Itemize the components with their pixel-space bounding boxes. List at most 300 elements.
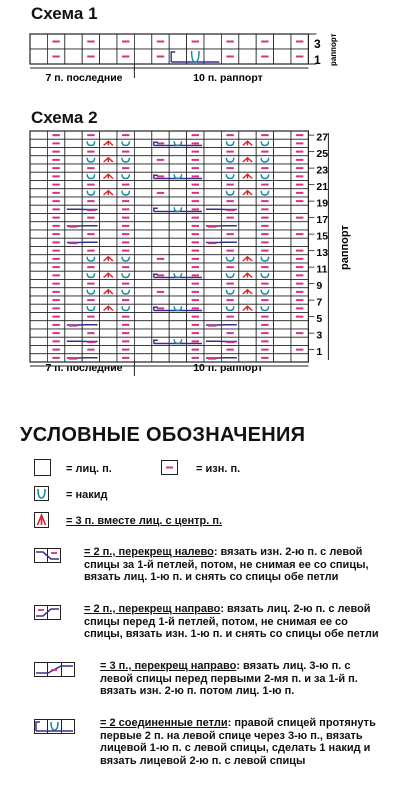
grid-cell	[30, 131, 47, 139]
grid-cell	[256, 139, 273, 147]
grid-cell	[256, 271, 273, 279]
decrease-3-name: = 3 п. вместе лиц. с центр. п.	[66, 515, 223, 527]
grid-cell	[30, 255, 47, 263]
grid-cell	[204, 296, 221, 304]
grid-cell	[239, 164, 256, 172]
grid-cell	[204, 34, 221, 49]
grid-cell	[134, 164, 151, 172]
grid-cell	[152, 230, 169, 238]
decrease-3-label	[66, 515, 222, 528]
grid-cell	[134, 337, 151, 345]
grid-cell	[100, 34, 117, 49]
grid-cell	[30, 148, 47, 156]
grid-cell	[100, 313, 117, 321]
grid-cell	[274, 288, 291, 296]
row-number-label: 11	[316, 263, 328, 276]
grid-cell	[204, 164, 221, 172]
grid-cell	[239, 181, 256, 189]
grid-cell	[100, 181, 117, 189]
grid-cell	[100, 197, 117, 205]
grid-cell	[152, 346, 169, 354]
grid-cell	[30, 181, 47, 189]
grid-cell	[30, 280, 47, 288]
row-number-label: 9	[316, 279, 323, 292]
grid-cell	[100, 354, 117, 362]
grid-cell	[169, 321, 186, 329]
grid-cell	[100, 148, 117, 156]
yarn-over-label: = накид	[66, 489, 108, 501]
grid-cell	[152, 313, 169, 321]
grid-cell	[82, 172, 99, 180]
grid-cell	[65, 139, 82, 147]
s1-footer-last: 7 п. последние	[45, 72, 123, 84]
grid-cell	[30, 156, 47, 164]
grid-cell	[30, 164, 47, 172]
grid-cell	[239, 238, 256, 246]
grid-cell	[152, 354, 169, 362]
grid-cell	[65, 34, 82, 49]
grid-cell	[204, 304, 221, 312]
grid-cell	[274, 156, 291, 164]
grid-cell	[65, 230, 82, 238]
grid-cell	[239, 247, 256, 255]
grid-cell	[134, 329, 151, 337]
grid-cell	[30, 139, 47, 147]
grid-cell	[65, 296, 82, 304]
grid-cell	[65, 255, 82, 263]
grid-cell	[239, 296, 256, 304]
grid-cell	[100, 247, 117, 255]
grid-cell	[134, 263, 151, 271]
grid-cell	[169, 189, 186, 197]
grid-cell	[239, 263, 256, 271]
legend-heading: УСЛОВНЫЕ ОБОЗНАЧЕНИЯ	[20, 424, 306, 446]
grid-cell	[274, 181, 291, 189]
grid-cell	[169, 131, 186, 139]
grid-cell	[239, 329, 256, 337]
s1-footer-rapport: 10 п. раппорт	[193, 72, 263, 84]
cross-right-text	[84, 603, 384, 641]
grid-cell	[274, 214, 291, 222]
grid-cell	[117, 172, 134, 180]
grid-cell	[204, 346, 221, 354]
grid-cell	[169, 313, 186, 321]
grid-cell	[221, 304, 238, 312]
grid-cell	[274, 280, 291, 288]
grid-cell	[134, 156, 151, 164]
grid-cell	[169, 296, 186, 304]
grid-cell	[100, 321, 117, 329]
grid-cell	[169, 329, 186, 337]
grid-cell	[204, 263, 221, 271]
cross-left-symbol	[34, 548, 62, 564]
grid-cell	[65, 304, 82, 312]
knit-label: = лиц. п.	[66, 463, 112, 475]
scheme2-title: Схема 2	[31, 108, 98, 127]
decrease-3-symbol	[34, 512, 50, 529]
grid-cell	[239, 337, 256, 345]
grid-cell	[134, 230, 151, 238]
grid-cell	[169, 197, 186, 205]
grid-cell	[134, 346, 151, 354]
grid-cell	[239, 354, 256, 362]
grid-cell	[239, 321, 256, 329]
row-number-label: 17	[316, 213, 329, 226]
row-number-label: 13	[316, 246, 329, 259]
grid-cell	[221, 288, 238, 296]
row-number-label: 5	[316, 312, 323, 325]
grid-cell	[169, 139, 186, 147]
purl-symbol	[161, 460, 179, 476]
grid-cell	[65, 346, 82, 354]
grid-cell	[152, 214, 169, 222]
grid-cell	[134, 189, 151, 197]
grid-cell	[274, 148, 291, 156]
grid-cell	[134, 280, 151, 288]
grid-cell	[239, 346, 256, 354]
grid-cell	[65, 189, 82, 197]
grid-cell	[169, 34, 186, 49]
grid-cell	[65, 214, 82, 222]
grid-cell	[239, 197, 256, 205]
grid-cell	[30, 304, 47, 312]
grid-cell	[65, 164, 82, 172]
grid-cell	[204, 131, 221, 139]
grid-cell	[65, 263, 82, 271]
grid-cell	[291, 321, 308, 329]
scheme2-grid	[30, 131, 308, 362]
grid-cell	[100, 346, 117, 354]
grid-cell	[274, 49, 291, 64]
grid-cell	[65, 49, 82, 64]
grid-cell	[82, 139, 99, 147]
grid-cell	[30, 337, 47, 345]
grid-cell	[82, 255, 99, 263]
grid-cell	[65, 313, 82, 321]
grid-cell	[117, 304, 134, 312]
cross-3-name: = 3 п., перекрещ направо	[100, 660, 237, 672]
grid-cell	[117, 156, 134, 164]
grid-cell	[100, 238, 117, 246]
grid-cell	[169, 255, 186, 263]
grid-cell	[134, 49, 151, 64]
grid-cell	[30, 197, 47, 205]
row-number-label: 19	[316, 197, 329, 210]
grid-cell	[152, 238, 169, 246]
scheme1-grid	[30, 34, 308, 64]
grid-cell	[134, 321, 151, 329]
s2-footer-rapport: 10 п. раппорт	[193, 362, 263, 374]
grid-cell	[169, 280, 186, 288]
row-number-label: 23	[316, 164, 329, 177]
grid-cell	[274, 247, 291, 255]
grid-cell	[169, 214, 186, 222]
grid-cell	[117, 189, 134, 197]
row-number-label: 25	[316, 147, 329, 160]
grid-cell	[30, 271, 47, 279]
grid-cell	[204, 189, 221, 197]
joined-stitches-symbol	[34, 719, 76, 735]
grid-cell	[30, 247, 47, 255]
grid-cell	[30, 263, 47, 271]
grid-cell	[204, 255, 221, 263]
grid-cell	[256, 255, 273, 263]
grid-cell	[30, 230, 47, 238]
grid-cell	[134, 296, 151, 304]
row-number-label: 3	[316, 329, 323, 342]
cross-left-text	[84, 546, 384, 584]
grid-cell	[65, 329, 82, 337]
grid-cell	[256, 304, 273, 312]
grid-cell	[65, 131, 82, 139]
grid-cell	[30, 172, 47, 180]
grid-cell	[100, 205, 117, 213]
row-number-label: 15	[316, 230, 329, 243]
grid-cell	[239, 280, 256, 288]
grid-cell	[239, 131, 256, 139]
grid-cell	[204, 230, 221, 238]
grid-cell	[291, 222, 308, 230]
grid-cell	[204, 288, 221, 296]
grid-cell	[134, 131, 151, 139]
grid-cell	[30, 354, 47, 362]
grid-cell	[204, 247, 221, 255]
grid-cell	[30, 34, 47, 49]
row-number-label: 1	[316, 345, 323, 358]
grid-cell	[221, 172, 238, 180]
grid-cell	[134, 172, 151, 180]
grid-cell	[100, 296, 117, 304]
grid-cell	[204, 156, 221, 164]
grid-cell	[117, 271, 134, 279]
grid-cell	[204, 214, 221, 222]
grid-cell	[30, 321, 47, 329]
grid-cell	[221, 189, 238, 197]
grid-cell	[82, 189, 99, 197]
grid-cell	[169, 148, 186, 156]
grid-cell	[30, 346, 47, 354]
grid-cell	[117, 255, 134, 263]
grid-cell	[239, 148, 256, 156]
cross-left-name: = 2 п., перекрещ налево	[84, 546, 214, 558]
grid-cell	[117, 288, 134, 296]
grid-cell	[82, 271, 99, 279]
s2-side-label: раппорт	[339, 225, 351, 270]
grid-cell	[274, 346, 291, 354]
grid-cell	[274, 321, 291, 329]
grid-cell	[134, 34, 151, 49]
row-number-label: 21	[316, 180, 329, 193]
grid-cell	[274, 197, 291, 205]
grid-cell	[274, 139, 291, 147]
grid-cell	[274, 131, 291, 139]
grid-cell	[274, 164, 291, 172]
grid-cell	[274, 189, 291, 197]
grid-cell	[30, 313, 47, 321]
s2-footer-last: 7 п. последние	[45, 362, 123, 374]
grid-cell	[239, 34, 256, 49]
grid-cell	[100, 164, 117, 172]
grid-cell	[30, 329, 47, 337]
grid-cell	[100, 263, 117, 271]
grid-cell	[291, 205, 308, 213]
grid-cell	[65, 280, 82, 288]
grid-cell	[204, 329, 221, 337]
grid-cell	[30, 205, 47, 213]
grid-cell	[204, 148, 221, 156]
grid-cell	[30, 288, 47, 296]
grid-cell	[82, 304, 99, 312]
grid-cell	[65, 288, 82, 296]
grid-cell	[134, 354, 151, 362]
grid-cell	[169, 164, 186, 172]
yarn-over-symbol	[34, 486, 50, 502]
grid-cell	[100, 329, 117, 337]
grid-cell	[100, 49, 117, 64]
grid-cell	[134, 139, 151, 147]
grid-cell	[274, 313, 291, 321]
joined-stitches-desc: : правой спицей протянуть первые 2 п. на левой спице через 3-ю п., вязать лицевой 1-ю п. с левой спицы, сделать 1 накид и вязать лицевой 2-ю п. с левой спицы	[100, 717, 376, 767]
grid-cell	[100, 280, 117, 288]
grid-cell	[274, 238, 291, 246]
grid-cell	[274, 329, 291, 337]
knit-symbol	[34, 459, 52, 477]
grid-cell	[65, 247, 82, 255]
grid-cell	[134, 255, 151, 263]
grid-cell	[134, 313, 151, 321]
grid-cell	[134, 304, 151, 312]
grid-cell	[134, 247, 151, 255]
grid-cell	[221, 139, 238, 147]
grid-cell	[274, 271, 291, 279]
grid-cell	[239, 222, 256, 230]
grid-cell	[117, 139, 134, 147]
grid-cell	[30, 49, 47, 64]
grid-cell	[239, 205, 256, 213]
grid-cell	[65, 156, 82, 164]
grid-cell	[204, 271, 221, 279]
grid-cell	[134, 288, 151, 296]
cross-3-symbol	[34, 662, 76, 678]
purl-label: = изн. п.	[196, 463, 241, 475]
grid-cell	[274, 255, 291, 263]
grid-cell	[134, 197, 151, 205]
grid-cell	[239, 49, 256, 64]
grid-cell	[100, 214, 117, 222]
grid-cell	[65, 172, 82, 180]
cross-left-desc: : вязать изн. 2-ю п. с левой спицы за 1-й петлей, потом, не снимая ее со спицы, вязать лиц. 1-ю п. и снять со спицы обе петли	[84, 546, 369, 583]
cross-right-desc: : вязать лиц. 2-ю п. с левой спицы перед 1-й петлей, потом, не снимая ее со спицы, вязать изн. 1-ю п. и снять со спицы обе петли	[84, 603, 379, 640]
grid-cell	[134, 181, 151, 189]
grid-cell	[204, 280, 221, 288]
grid-cell	[169, 263, 186, 271]
grid-cell	[169, 354, 186, 362]
grid-cell	[134, 238, 151, 246]
cross-3-text	[100, 660, 385, 698]
grid-cell	[274, 304, 291, 312]
grid-cell	[65, 271, 82, 279]
grid-cell	[169, 156, 186, 164]
grid-cell	[274, 222, 291, 230]
grid-cell	[152, 181, 169, 189]
grid-cell	[204, 313, 221, 321]
grid-cell	[152, 296, 169, 304]
grid-cell	[256, 156, 273, 164]
grid-cell	[82, 156, 99, 164]
row-number-label: 7	[316, 296, 323, 309]
s1-row-3: 3	[314, 37, 321, 51]
grid-cell	[65, 148, 82, 156]
cross-right-name: = 2 п., перекрещ направо	[84, 603, 221, 615]
grid-cell	[291, 238, 308, 246]
grid-cell	[256, 288, 273, 296]
grid-cell	[134, 222, 151, 230]
grid-cell	[152, 321, 169, 329]
grid-cell	[152, 280, 169, 288]
grid-cell	[152, 164, 169, 172]
grid-cell	[169, 230, 186, 238]
grid-cell	[204, 197, 221, 205]
row-number-label: 27	[316, 131, 329, 144]
grid-cell	[274, 296, 291, 304]
grid-cell	[169, 304, 186, 312]
grid-cell	[100, 131, 117, 139]
grid-cell	[152, 148, 169, 156]
grid-cell	[100, 230, 117, 238]
grid-cell	[152, 247, 169, 255]
s1-side-label: раппорт	[329, 33, 338, 66]
grid-cell	[134, 148, 151, 156]
grid-cell	[256, 189, 273, 197]
grid-cell	[291, 354, 308, 362]
grid-cell	[65, 197, 82, 205]
grid-cell	[239, 214, 256, 222]
s1-row-1: 1	[314, 53, 321, 67]
grid-cell	[239, 313, 256, 321]
grid-cell	[291, 337, 308, 345]
grid-cell	[274, 263, 291, 271]
grid-cell	[204, 139, 221, 147]
grid-cell	[152, 329, 169, 337]
grid-cell	[169, 288, 186, 296]
grid-cell	[100, 222, 117, 230]
grid-cell	[169, 205, 186, 213]
grid-cell	[169, 172, 186, 180]
grid-cell	[169, 247, 186, 255]
grid-cell	[221, 255, 238, 263]
cross-right-symbol	[34, 605, 62, 621]
grid-cell	[169, 337, 186, 345]
grid-cell	[274, 354, 291, 362]
grid-cell	[100, 337, 117, 345]
grid-cell	[204, 181, 221, 189]
grid-cell	[274, 230, 291, 238]
grid-cell	[239, 230, 256, 238]
grid-cell	[152, 222, 169, 230]
grid-cell	[30, 296, 47, 304]
grid-cell	[221, 156, 238, 164]
grid-cell	[274, 337, 291, 345]
grid-cell	[30, 214, 47, 222]
grid-cell	[274, 172, 291, 180]
grid-cell	[204, 172, 221, 180]
grid-cell	[221, 271, 238, 279]
grid-cell	[134, 214, 151, 222]
grid-cell	[82, 288, 99, 296]
s2-row-numbers	[308, 131, 328, 357]
grid-cell	[169, 271, 186, 279]
joined-stitches-text	[100, 717, 385, 767]
